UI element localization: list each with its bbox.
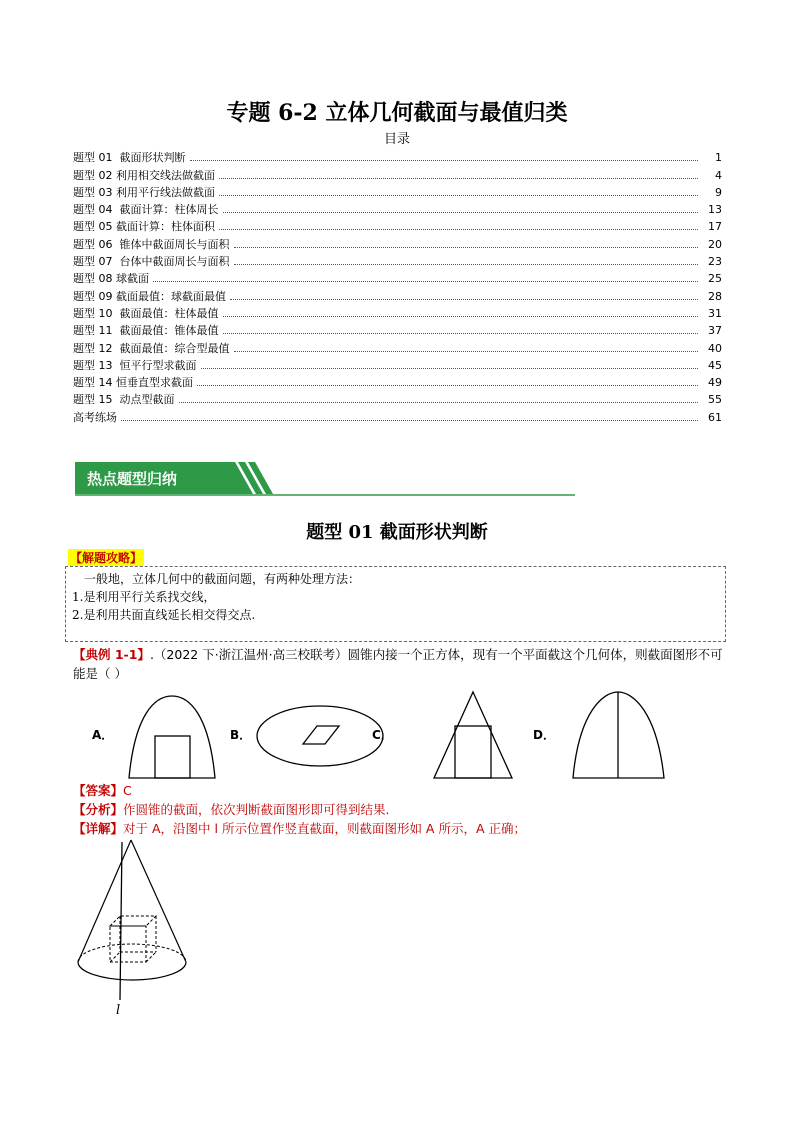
toc-row[interactable]: [73, 233, 722, 250]
toc-page: 23: [708, 255, 722, 269]
toc-page: 49: [708, 376, 722, 390]
example-text: .（2022 下·浙江温州·高三校联考）圆锥内接一个正方体，现有一个平面截这个几何体，则截面图形不可能是（ ）: [73, 647, 723, 681]
toc-label: 题型 11 截面最值：锥体最值: [73, 324, 219, 338]
toc-page: 61: [708, 410, 722, 424]
toc-leader: [121, 420, 698, 421]
analysis-tag: 【分析】: [73, 802, 124, 817]
option-d-label[interactable]: D．: [533, 728, 555, 742]
toc-row[interactable]: [73, 355, 722, 372]
toc-page: 13: [708, 203, 722, 217]
toc-label: 题型 08 球截面: [73, 272, 149, 286]
toc-leader: [234, 247, 699, 248]
option-c-label[interactable]: C．: [372, 728, 393, 742]
toc-leader: [201, 368, 699, 369]
example-question: [73, 645, 723, 683]
strategy-line: 1.是利用平行关系找交线，: [72, 590, 216, 604]
toc-page: 20: [708, 237, 722, 251]
toc-row[interactable]: [73, 216, 722, 233]
option-a-label[interactable]: A．: [92, 728, 114, 742]
section-title: 题型 01 截面形状判断: [306, 522, 488, 543]
toc-leader: [190, 160, 699, 161]
toc-label: 题型 13 恒平行型求截面: [73, 358, 197, 372]
toc-page: 40: [708, 341, 722, 355]
toc-row[interactable]: [73, 251, 722, 268]
toc-page: 17: [708, 220, 722, 234]
toc-leader: [223, 316, 699, 317]
answer-line: [73, 782, 132, 800]
strategy-box: [65, 566, 726, 642]
section-banner: [75, 462, 575, 496]
detail-tag: 【详解】: [73, 821, 124, 836]
toc-page: 28: [708, 289, 722, 303]
toc-leader: [219, 195, 698, 196]
toc-leader: [153, 281, 698, 282]
detail-line: [73, 820, 526, 838]
banner-text: 热点题型归纳: [87, 470, 178, 488]
option-b-figure: [255, 704, 385, 768]
strategy-line: 2.是利用共面直线延长相交得交点.: [72, 608, 256, 622]
toc-page: 45: [708, 358, 722, 372]
toc-leader: [219, 229, 698, 230]
toc-page: 55: [708, 393, 722, 407]
cone-cube-figure: [70, 838, 195, 1018]
table-of-contents: [73, 147, 722, 424]
toc-label: 题型 01 截面形状判断: [73, 151, 186, 165]
toc-page: 31: [708, 306, 722, 320]
toc-page: 1: [715, 151, 722, 165]
toc-row[interactable]: [73, 337, 722, 354]
analysis-line: [73, 801, 390, 819]
toc-label: 题型 05 截面计算：柱体面积: [73, 220, 215, 234]
toc-row[interactable]: [73, 164, 722, 181]
toc-row[interactable]: [73, 199, 722, 216]
toc-page: 9: [715, 185, 722, 199]
answer-tag: 【答案】: [73, 783, 124, 798]
toc-leader: [179, 402, 699, 403]
strategy-line: 一般地，立体几何中的截面问题，有两种处理方法：: [84, 572, 361, 586]
toc-leader: [223, 333, 699, 334]
toc-label: 题型 10 截面最值：柱体最值: [73, 306, 219, 320]
toc-row[interactable]: [73, 268, 722, 285]
strategy-tag: 【解题攻略】: [70, 551, 143, 565]
toc-leader: [223, 212, 699, 213]
toc-leader: [197, 385, 698, 386]
toc-heading: 目录: [383, 132, 410, 147]
detail-text: 对于 A，沿图中 l 所示位置作竖直截面，则截面图形如 A 所示，A 正确；: [123, 821, 526, 836]
example-tag: 【典例 1-1】: [73, 647, 150, 662]
analysis-text: 作圆锥的截面，依次判断截面图形即可得到结果.: [123, 802, 390, 817]
toc-row[interactable]: [73, 147, 722, 164]
option-d-figure: [571, 690, 666, 780]
toc-label: 题型 04 截面计算：柱体周长: [73, 203, 219, 217]
toc-row[interactable]: [73, 406, 722, 423]
toc-label: 题型 12 截面最值：综合型最值: [73, 341, 230, 355]
toc-leader: [234, 351, 699, 352]
toc-leader: [234, 264, 699, 265]
toc-label: 题型 03 利用平行线法做截面: [73, 185, 215, 199]
options-figures: [75, 690, 695, 780]
toc-page: 37: [708, 324, 722, 338]
option-a-figure: [127, 694, 217, 780]
option-b-label[interactable]: B．: [230, 728, 252, 742]
toc-label: 高考练场: [73, 410, 117, 424]
toc-leader: [230, 299, 698, 300]
toc-page: 25: [708, 272, 722, 286]
toc-row[interactable]: [73, 372, 722, 389]
toc-label: 题型 02 利用相交线法做截面: [73, 168, 215, 182]
toc-row[interactable]: [73, 182, 722, 199]
page-title: 专题 6-2 立体几何截面与最值归类: [226, 100, 568, 126]
toc-leader: [219, 178, 698, 179]
option-c-figure: [432, 690, 514, 780]
toc-row[interactable]: [73, 285, 722, 302]
toc-page: 4: [715, 168, 722, 182]
toc-row[interactable]: [73, 320, 722, 337]
figure-label-l: l: [116, 1003, 121, 1018]
toc-row[interactable]: [73, 303, 722, 320]
answer-value: C: [123, 783, 132, 798]
toc-label: 题型 06 锥体中截面周长与面积: [73, 237, 230, 251]
toc-row[interactable]: [73, 389, 722, 406]
toc-label: 题型 15 动点型截面: [73, 393, 175, 407]
toc-label: 题型 07 台体中截面周长与面积: [73, 255, 230, 269]
toc-label: 题型 14 恒垂直型求截面: [73, 376, 193, 390]
toc-label: 题型 09 截面最值：球截面最值: [73, 289, 226, 303]
